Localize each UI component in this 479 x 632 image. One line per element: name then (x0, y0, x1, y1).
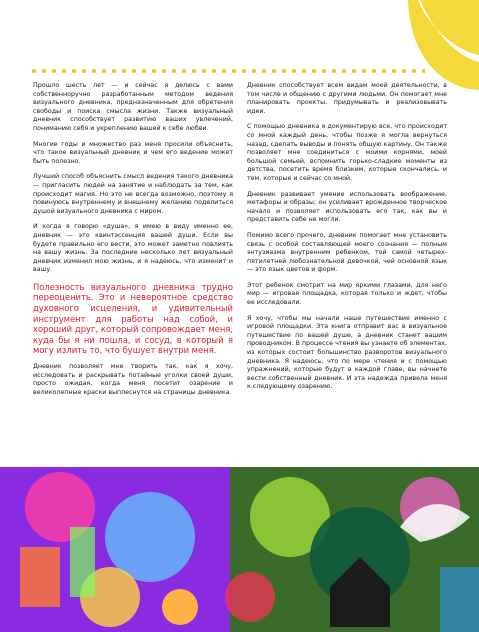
dot (372, 69, 376, 73)
dot (282, 69, 286, 73)
dotted-line-decoration (30, 67, 425, 75)
dot (412, 69, 416, 73)
pull-quote: Полезность визуального дневника трудно переоценить. Это и невероятное средство духовного исцеления, и удивительный инструмент для работы над собой, и хороший друг, который сопровождает меня, куда бы я ни пошла, и сосуд, в который я могу излить то, что бушует внутри меня. (33, 281, 233, 356)
artwork-image (0, 467, 479, 632)
dot (242, 69, 246, 73)
dot (222, 69, 226, 73)
dot (392, 69, 396, 73)
dot (312, 69, 316, 73)
dot (212, 69, 216, 73)
dot (102, 69, 106, 73)
right-column (247, 82, 447, 399)
dot (132, 69, 136, 73)
dot (112, 69, 116, 73)
dot (232, 69, 236, 73)
paragraph: Дневник позволяет мне творить так, как я хочу, исследовать и раскрывать потайные уголки своей души, просто ожидая, когда меня посетит озарение и великолепные краски выплеснутся на страницы дневника. (33, 363, 233, 396)
paragraph: Многие годы и множество раз меня просили объяснить, что такое визуальный дневник и чем его ведение может быть полезно. (33, 140, 233, 165)
dot (322, 69, 326, 73)
dot (292, 69, 296, 73)
dot (262, 69, 266, 73)
paragraph: Прошло шесть лет — и сейчас я делюсь с вами собственноручно разработанным методом ведения визуального дневника, предназначенным для обретения свободы и поиска смысла жизни. Также визуальный дневник способствует развитию ваших увлечений, пониманию себя и укреплению вашей к себе любви. (33, 82, 233, 132)
paragraph: Этот ребенок смотрит на мир яркими глазами, для него мир — игровая площадка, которая только и ждет, чтобы ее исследовали. (247, 281, 447, 307)
dot (192, 69, 196, 73)
dot (332, 69, 336, 73)
left-column (33, 82, 233, 404)
dot (252, 69, 256, 73)
crescent-moon-icon (408, 0, 479, 90)
dot (122, 69, 126, 73)
dot (32, 69, 36, 73)
dot (382, 69, 386, 73)
dot (402, 69, 406, 73)
dot (82, 69, 86, 73)
paragraph: С помощью дневника я документирую все, что происходит со мной каждый день, чтобы позже я могла вернуться назад, сделать выводы и понять общую картину. Он также позволяет мне соединиться с моими корнями, моей большой семьей, вспомнить горько-сладкие моменты из детства, посетить время близким, которые скончались, и тем, которые и сейчас со мной. (247, 123, 447, 182)
dot (272, 69, 276, 73)
paragraph: И когда я говорю «душа», я имею в виду именно ее, дневник — это квинтэссенция вашей души. Если вы будете правильно его вести, это может заметно повлиять на вашу жизнь. За последние несколько лет визуальный дневник изменил мою жизнь, и я надеюсь, что изменит и вашу. (33, 223, 233, 274)
dot (52, 69, 56, 73)
dot (342, 69, 346, 73)
dot (142, 69, 146, 73)
moon-decoration (0, 0, 479, 90)
dot (172, 69, 176, 73)
dot (42, 69, 46, 73)
dot (352, 69, 356, 73)
paragraph: Я хочу, чтобы мы начали наше путешествие именно с игровой площадки. Эта книга отправит вас в визуальное путешествие по вашей душе, а дневник станет вашим проводником. В процессе чтения вы узнаете об элементах, из которых состоит большинство разворотов визуального дневника. Я надеюсь, что по мере чтения и с помощью упражнений, которые будут в каждой главе, вы начнете вести собственный дневник. И эта надежда привела меня к следующему озарению. (247, 314, 447, 391)
dot (362, 69, 366, 73)
dot (302, 69, 306, 73)
paragraph: Помимо всего прочего, дневник помогает мне установить связь с особой составляющей моего сознания — полным энтузиазма внутренним ребенком, той самой четырех-пятилетней любознательной девочкой, чей основной язык — это язык цветов и форм. (247, 231, 447, 274)
dot (202, 69, 206, 73)
paragraph: Дневник развивает умение использовать воображение, метафоры и образы; он усиливает врожденное творческое начало и позволяет использовать его так, как вы и представить себе не могли. (247, 190, 447, 224)
dot (62, 69, 66, 73)
paragraph: Лучший способ объяснить смысл ведения такого дневника — пригласить людей на занятие и наблюдать за тем, как происходит магия. Но это не всегда возможно, поэтому я повинуюсь внутреннему и внешнему желанию поделиться душой визуального дневника с миром. (33, 173, 233, 215)
dot (152, 69, 156, 73)
paragraph: Дневник способствует всем видам моей деятельности, в том числе и общению с другими людьми. Он помогает мне планировать проекты, придумывать и реализовывать идеи. (247, 82, 447, 115)
dot (72, 69, 76, 73)
dot (422, 69, 425, 73)
dot (92, 69, 96, 73)
dot (182, 69, 186, 73)
dot (162, 69, 166, 73)
